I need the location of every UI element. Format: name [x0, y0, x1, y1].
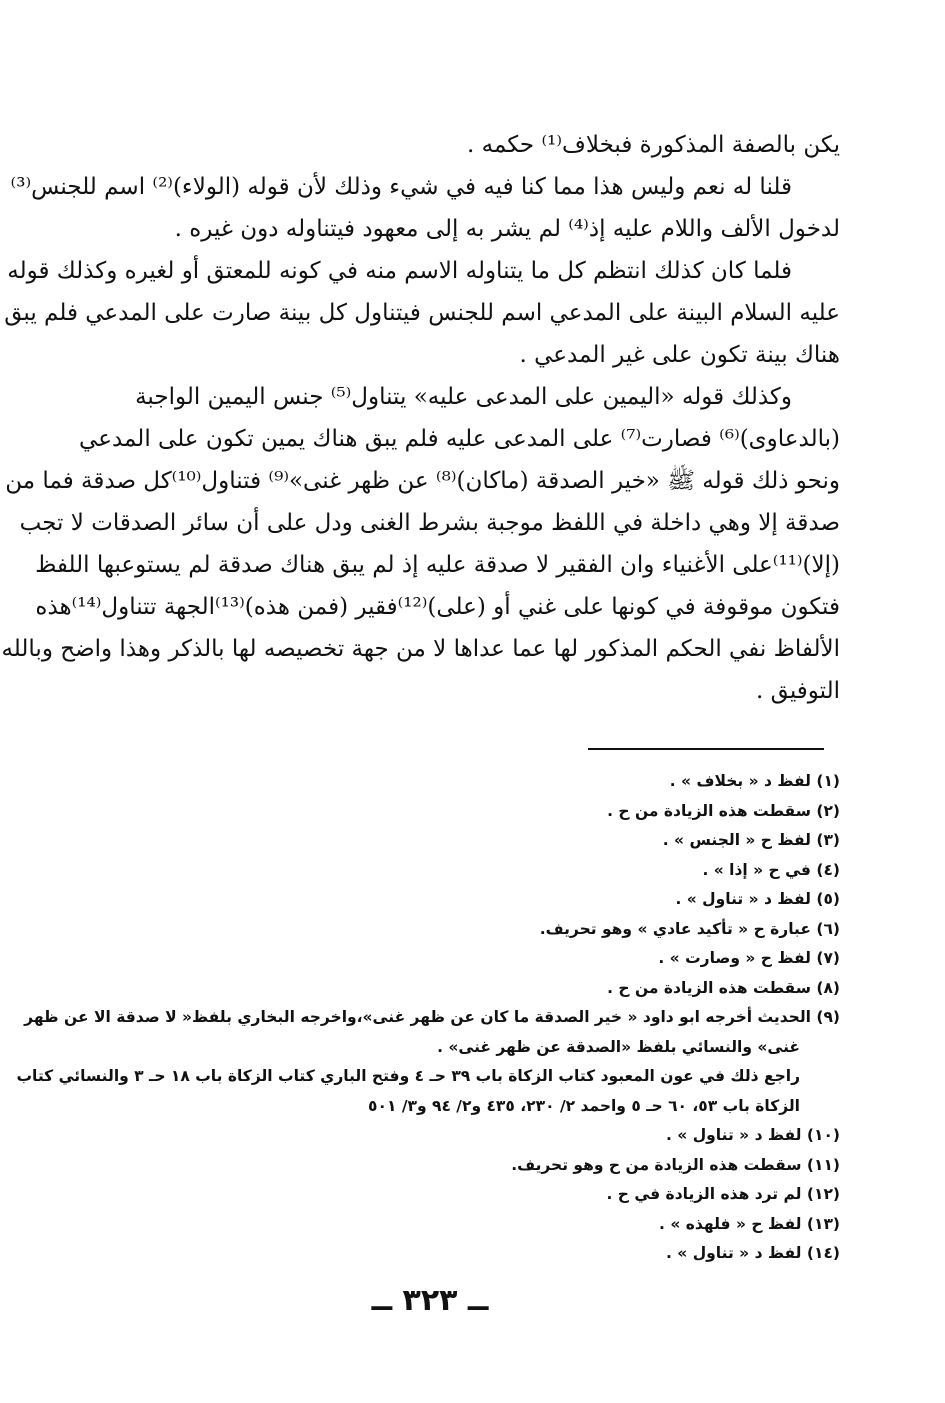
footnote-line: (١٢) لم ترد هذه الزيادة في ح . — [606, 1185, 840, 1203]
text-line: التوفيق . — [756, 678, 840, 704]
text-line: صدقة إلا وهي داخلة في اللفظ موجبة بشرط الغنى ودل على أن سائر الصدقات لا تجب — [19, 510, 840, 536]
text-line: وكذلك قوله «اليمين على المدعى عليه» يتناول⁽⁵⁾ جنس اليمين الواجبة — [135, 384, 792, 410]
footnote-line: (١٣) لفظ ح « فلهذه » . — [659, 1214, 840, 1233]
footnote-line: (١) لفظ د « بخلاف » . — [669, 772, 840, 790]
text-line: قلنا له نعم وليس هذا مما كنا فيه في شيء وذلك لأن قوله (الولاء)⁽²⁾ اسم للجنس⁽³⁾ — [10, 174, 792, 200]
footnote-line: غنى» والنسائي بلفظ «الصدقة عن ظهر غنى» . — [437, 1037, 800, 1056]
footnote-line: (٤) في ح « إذا » . — [702, 860, 840, 879]
footnote-separator — [588, 748, 824, 750]
footnote-line: (٥) لفظ د « تناول » . — [675, 890, 840, 908]
text-line: فتكون موقوفة في كونها على غني أو (على)⁽¹²⁾فقير (فمن هذه)⁽¹³⁾الجهة تتناول⁽¹⁴⁾هذه — [35, 594, 840, 620]
footnote-line: راجع ذلك في عون المعبود كتاب الزكاة باب ٣٩ حـ ٤ وفتح الباري كتاب الزكاة باب ١٨ حـ ٣ والنسائي كتاب — [16, 1067, 800, 1085]
footnote-line: الزكاة باب ٥٣، ٦٠ حـ ٥ واحمد ٢/ ٢٣٠، ٤٣٥ و٢/ ٩٤ و٣/ ٥٠١ — [368, 1096, 800, 1115]
footnote-line: (١١) سقطت هذه الزيادة من ح وهو تحريف. — [511, 1155, 840, 1174]
text-line: عليه السلام البينة على المدعي اسم للجنس فيتناول كل بينة صارت على المدعي فلم يبق — [4, 300, 840, 326]
text-line: ونحو ذلك قوله ﷺ «خير الصدقة (ماكان)⁽⁸⁾ عن ظهر غنى»⁽⁹⁾ فتناول⁽¹⁰⁾كل صدقة فما من — [5, 468, 840, 494]
text-line: لدخول الألف واللام عليه إذ⁽⁴⁾ لم يشر به إلى معهود فيتناوله دون غيره . — [174, 216, 840, 242]
footnote-line: (٨) سقطت هذه الزيادة من ح . — [607, 978, 840, 997]
page-number: ــ ٣٢٣ ــ — [371, 1283, 489, 1318]
text-line: هناك بينة تكون على غير المدعي . — [519, 342, 840, 368]
footnotes — [16, 767, 840, 1269]
footnote-line: (٢) سقطت هذه الزيادة من ح . — [607, 801, 840, 820]
text-line: (إلا)⁽¹¹⁾على الأغنياء وان الفقير لا صدقة عليه إذ لم يبق هناك صدقة لم يستوعبها اللفظ — [35, 552, 840, 578]
main-text — [1, 124, 840, 712]
footnote-line: (١٠) لفظ د « تناول » . — [666, 1126, 840, 1144]
footnote-line: (٣) لفظ ح « الجنس » . — [662, 831, 840, 849]
text-line: فلما كان كذلك انتظم كل ما يتناوله الاسم منه في كونه للمعتق أو لغيره وكذلك قوله — [7, 258, 792, 284]
text-line: يكن بالصفة المذكورة فبخلاف⁽¹⁾ حكمه . — [466, 132, 840, 158]
text-line: (بالدعاوى)⁽⁶⁾ فصارت⁽⁷⁾ على المدعى عليه فلم يبق هناك يمين تكون على المدعي — [79, 426, 840, 452]
footnote-line: (٧) لفظ ح « وصارت » . — [658, 949, 840, 967]
footnote-line: (٦) عبارة ح « تأكيد عادي » وهو تحريف. — [539, 919, 840, 938]
footnote-line: (٩) الحديث أخرجه ابو داود « خير الصدقة ما كان عن ظهر غنى»،واخرجه البخاري بلفظ« لا صدقة الا عن ظهر — [24, 1008, 840, 1026]
text-line: الألفاظ نفي الحكم المذكور لها عما عداها لا من جهة تخصيصه لها بالذكر وهذا واضح وبالله — [1, 636, 840, 662]
footnote-line: (١٤) لفظ د « تناول » . — [666, 1244, 840, 1262]
